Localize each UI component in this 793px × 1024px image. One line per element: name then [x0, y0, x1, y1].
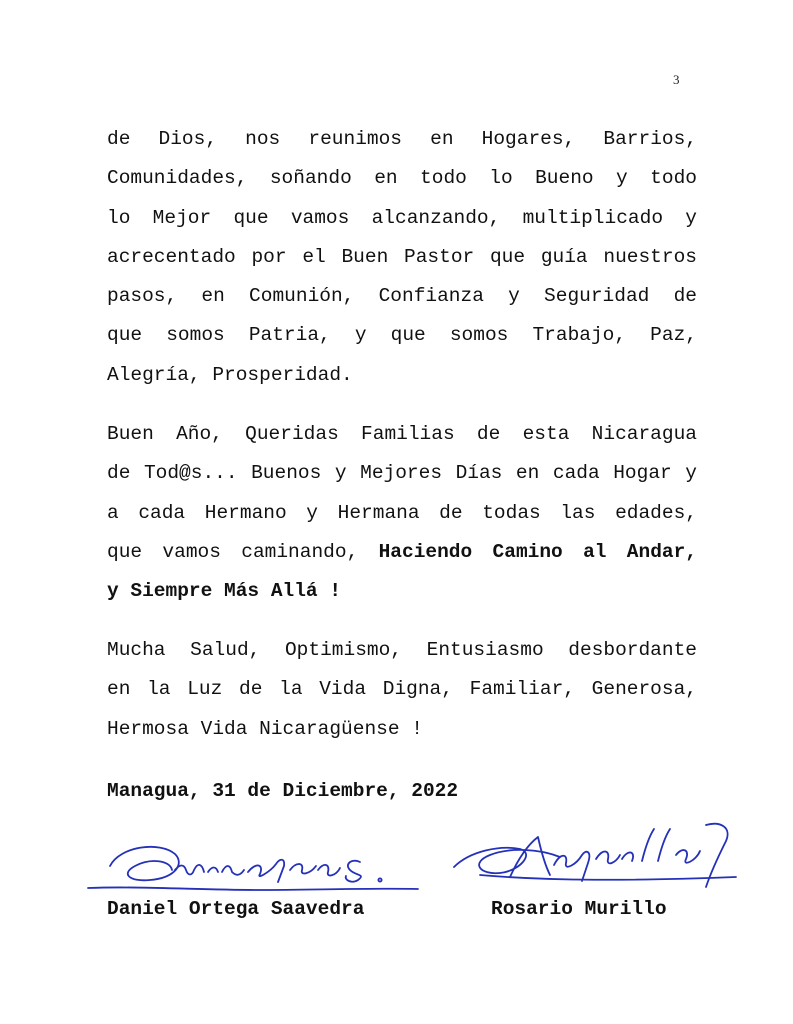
place-date: Managua, 31 de Diciembre, 2022: [107, 780, 459, 802]
text-line: que somos Patria, y que somos Trabajo, Paz,: [107, 324, 697, 347]
text-line: acrecentado por el Buen Pastor que guía nuestros: [107, 245, 697, 268]
text-line: a cada Hermano y Hermana de todas las edades,: [107, 501, 697, 524]
signature-2-image: [450, 815, 740, 895]
page-number: 3: [673, 72, 680, 87]
text-line: Comunidades, soñando en todo lo Bueno y todo: [107, 167, 697, 190]
signer-name-1: Daniel Ortega Saavedra: [107, 898, 365, 920]
text-line: lo Mejor que vamos alcanzando, multiplicado y: [107, 206, 697, 229]
paragraph-3: [107, 631, 697, 749]
text-line: Buen Año, Queridas Familias de esta Nicaragua: [107, 423, 697, 445]
text-line: Mucha Salud, Optimismo, Entusiasmo desbordante: [107, 639, 697, 661]
text-line: Alegría, Prosperidad.: [107, 363, 353, 386]
text-line: pasos, en Comunión, Confianza y Seguridad de: [107, 285, 697, 308]
bold-text-line: y Siempre Más Allá !: [107, 580, 342, 603]
text-run: que vamos caminando,: [107, 540, 359, 563]
signature-1-image: [80, 836, 420, 896]
paragraph-1: [107, 120, 697, 395]
signer-name-2: Rosario Murillo: [491, 898, 667, 920]
text-line: en la Luz de la Vida Digna, Familiar, Generosa,: [107, 678, 697, 701]
text-line: Hermosa Vida Nicaragüense !: [107, 717, 423, 740]
paragraph-2: [107, 415, 697, 611]
bold-text-run: Haciendo Camino al Andar,: [358, 540, 697, 563]
text-line: de Dios, nos reunimos en Hogares, Barrios,: [107, 128, 697, 150]
text-line-mixed: [107, 533, 697, 572]
text-line: de Tod@s... Buenos y Mejores Días en cada Hogar y: [107, 462, 697, 485]
